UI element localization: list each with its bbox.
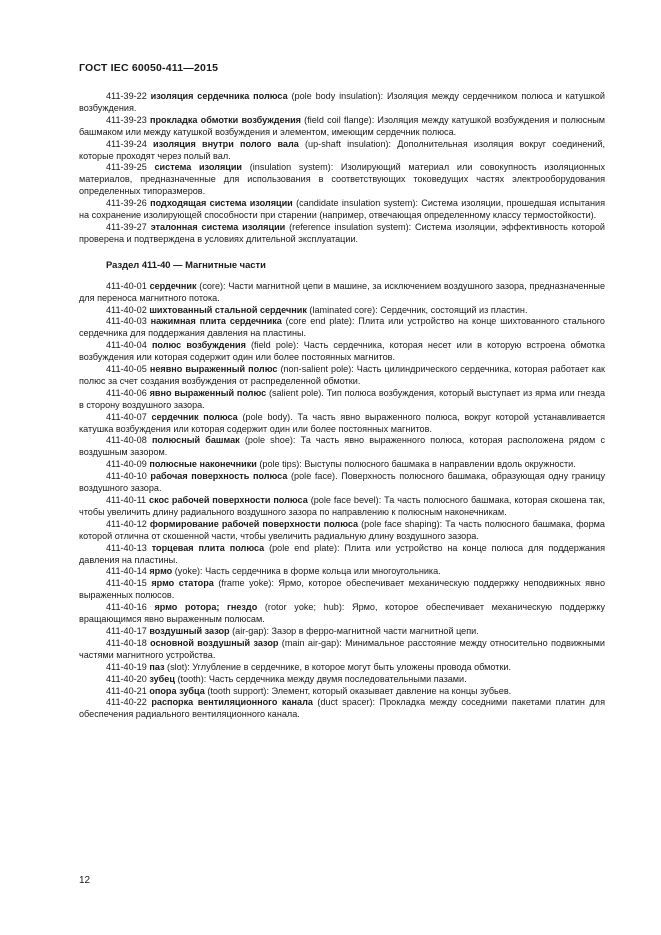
entry-definition: (salient pole). Тип полюса возбуждения, который выступает из ярма или гнезда в сторону воздушного зазора.	[79, 387, 605, 410]
entry-term: опора зубца	[149, 685, 205, 696]
entry-number: 411-39-26	[106, 198, 147, 209]
entry-term: распорка вентиляционного канала	[151, 697, 313, 708]
entry-definition: (field coil flange): Изоляция между катушкой возбуждения и полюсным башмаком или между катушкой возбуждения и элементом, имеющим сердечник полюса.	[79, 114, 606, 137]
entry-number: 411-40-12	[106, 518, 147, 529]
entry-term: подходящая система изоляции	[150, 198, 293, 209]
definition-entry	[79, 388, 605, 412]
entry-definition: (candidate insulation system): Система изоляции, прошедшая испытания на сохранение изолирующей способности при старении (например, отвечающая определенному классу термостойкости).	[79, 198, 605, 221]
entry-definition: (pole body insulation): Изоляция между сердечником полюса и катушкой возбуждения.	[79, 91, 605, 113]
definition-entry	[79, 626, 605, 638]
definition-entry	[79, 686, 605, 698]
entry-term: основной воздушный зазор	[150, 637, 279, 648]
definition-entry	[79, 674, 605, 686]
page-number: 12	[79, 875, 91, 886]
entry-number: 411-40-08	[106, 435, 147, 446]
entry-term: сердечник полюса	[151, 411, 238, 422]
entry-definition: (reference insulation system): Система изоляции, эффективность которой проверена и подтверждена в условиях длительной эксплуатации.	[79, 221, 606, 244]
entries-group-39	[79, 91, 605, 246]
entry-term: ярмо статора	[151, 578, 214, 589]
entry-term: изоляция сердечника полюса	[150, 91, 288, 101]
definition-entry	[79, 602, 605, 626]
entry-number: 411-40-17	[106, 625, 150, 636]
definition-entry	[79, 316, 605, 340]
entry-definition: (air-gap): Зазор в ферро-магнитной части магнитной цепи.	[229, 625, 479, 636]
definition-entry	[79, 222, 605, 246]
entry-number: 411-39-24	[106, 138, 147, 149]
definition-entry	[79, 697, 605, 721]
entry-number: 411-40-01	[106, 280, 147, 291]
entry-term: воздушный зазор	[149, 625, 230, 636]
entry-term: ярмо ротора; гнездо	[154, 602, 258, 613]
entry-definition: (tooth support): Элемент, который оказывает давление на концы зубьев.	[204, 685, 512, 696]
entry-term: прокладка обмотки возбуждения	[150, 114, 301, 125]
entry-number: 411-40-06	[106, 387, 147, 398]
definition-entry	[79, 91, 605, 115]
entry-definition: (pole face shaping): Та часть полюсного башмака, форма которой отлична от скошенной части, чтобы увеличить радиальную длину воздушного зазора.	[79, 518, 605, 541]
entry-number: 411-40-10	[106, 471, 147, 482]
definition-entry	[79, 198, 605, 222]
definition-entry	[79, 435, 605, 459]
entry-definition: (rotor yoke; hub): Ярмо, которое обеспечивает механическую поддержку вращающимся явно выраженным полюсам.	[79, 602, 605, 625]
entry-definition: (pole tips): Выступы полюсного башмака в направлении вдоль окружности.	[256, 459, 576, 470]
entry-definition: (pole face bevel): Та часть полюсного башмака, которая скошена так, чтобы увеличить длину радиального воздушного зазора по направлению к полюсным наконечникам.	[79, 495, 605, 517]
entry-definition: (main air-gap): Минимальное расстояние между относительно подвижными частями магнитного устройства.	[79, 637, 606, 660]
definition-entry	[79, 495, 605, 519]
entry-definition: (pole shoe): Та часть явно выраженного полюса, которая расположена рядом с воздушным зазором.	[79, 435, 605, 458]
entry-number: 411-39-22	[106, 91, 147, 101]
entry-number: 411-40-21	[106, 685, 147, 696]
definition-entry	[79, 543, 605, 567]
entry-term: неявно выраженный полюс	[149, 364, 278, 375]
entry-number: 411-40-05	[106, 364, 147, 375]
entry-term: ярмо	[149, 566, 173, 577]
entry-number: 411-40-22	[106, 697, 147, 708]
entry-term: явно выраженный полюс	[149, 387, 267, 398]
entry-definition: (up-shaft insulation): Дополнительная изоляция вокруг соединений, которые проходят через полый вал.	[79, 138, 605, 161]
entry-term: полюсный башмак	[151, 435, 240, 446]
definition-entry	[79, 519, 605, 543]
definition-entry	[79, 638, 605, 662]
entry-definition: (pole face). Поверхность полюсного башмака, образующая одну границу воздушного зазора.	[79, 471, 606, 494]
entry-definition: (non-salient pole): Часть цилиндрического сердечника, которая работает как полюс за счет создания возбуждения от распределенной обмотки.	[79, 364, 606, 386]
entry-number: 411-40-04	[106, 340, 147, 351]
definition-entry	[79, 566, 605, 578]
entry-term: скос рабочей поверхности полюса	[149, 495, 308, 505]
entry-number: 411-39-23	[106, 114, 147, 125]
definition-entry	[79, 578, 605, 602]
definition-entry	[79, 662, 605, 674]
entries-group-40	[79, 281, 605, 722]
entry-term: паз	[149, 661, 165, 672]
entry-definition: (pole body). Та часть явно выраженного полюса, вокруг которой устанавливается катушка возбуждения или которая содержит один или более постоянных магнитов.	[79, 411, 605, 434]
entry-number: 411-40-13	[106, 542, 147, 553]
entry-term: полюсные наконечники	[149, 459, 257, 470]
entry-term: зубец	[149, 673, 175, 684]
entry-term: полюс возбуждения	[151, 340, 246, 351]
entry-definition: (tooth): Часть сердечника между двумя последовательными пазами.	[174, 673, 467, 684]
entry-definition: (duct spacer): Прокладка между соседними пакетами платин для обеспечения радиального вентиляционного канала.	[79, 697, 605, 720]
entry-term: рабочая поверхность полюса	[150, 471, 288, 482]
entry-term: система изоляции	[154, 162, 243, 173]
entry-term: нажимная плита сердечника	[150, 316, 282, 327]
entry-term: эталонная система изоляции	[150, 221, 286, 232]
entry-term: сердечник	[149, 280, 197, 291]
entry-number: 411-40-18	[106, 637, 147, 648]
definition-entry	[79, 139, 605, 163]
entry-number: 411-40-03	[106, 316, 147, 327]
definition-entry	[79, 364, 605, 388]
definition-entry	[79, 340, 605, 364]
entry-definition: (laminated core): Сердечник, состоящий из пластин.	[306, 304, 528, 315]
entry-number: 411-39-27	[106, 221, 147, 232]
entry-number: 411-40-16	[106, 602, 147, 613]
entry-number: 411-40-14	[106, 566, 147, 577]
entry-definition: (core end plate): Плита или устройство на конце шихтованного стального сердечника для поддержания давления на пластины.	[79, 316, 605, 339]
definition-entry	[79, 281, 605, 305]
definition-entry	[79, 412, 605, 436]
entry-definition: (yoke): Часть сердечника в форме кольца или многоугольника.	[172, 566, 441, 577]
entry-definition: (frame yoke): Ярмо, которое обеспечивает механическую поддержку неподвижных явно выраженных полюсов.	[79, 578, 606, 601]
entry-number: 411-40-19	[106, 661, 147, 672]
entry-definition: (insulation system): Изолирующий материал или совокупность изоляционных материалов, предназначенные для использования в соответствующих токоведущих частях электрооборудования определенных типоразмеров.	[79, 162, 606, 197]
entry-number: 411-40-02	[106, 304, 147, 315]
entry-definition: (slot): Углубление в сердечнике, в которое могут быть уложены провода обмотки.	[164, 661, 512, 672]
entry-number: 411-40-20	[106, 673, 147, 684]
definition-entry	[79, 459, 605, 471]
document-body	[79, 91, 605, 721]
definition-entry	[79, 115, 605, 139]
entry-term: шихтованный стальной сердечник	[149, 304, 307, 315]
entry-number: 411-40-15	[106, 578, 147, 589]
entry-number: 411-40-09	[106, 459, 147, 470]
document-header: ГОСТ IEC 60050-411—2015	[79, 62, 219, 74]
entry-definition: (pole end plate): Плита или устройство на конце полюса для поддержания давления на пластины.	[79, 542, 606, 565]
entry-number: 411-40-07	[106, 411, 147, 422]
entry-number: 411-39-25	[106, 162, 147, 173]
entry-number: 411-40-11	[106, 495, 147, 505]
section-title: Раздел 411-40 — Магнитные части	[106, 258, 266, 270]
definition-entry	[79, 305, 605, 317]
definition-entry	[79, 162, 605, 198]
entry-definition: (field pole): Часть сердечника, которая несет или в которую встроена обмотка возбуждения или которая содержит один или более постоянных магнитов.	[79, 340, 606, 363]
entry-term: изоляция внутри полого вала	[153, 138, 299, 149]
definition-entry	[79, 471, 605, 495]
entry-definition: (core): Части магнитной цепи в машине, за исключением воздушного зазора, предназначенные для переноса магнитного потока.	[79, 280, 606, 303]
entry-term: торцевая плита полюса	[151, 542, 265, 553]
entry-term: формирование рабочей поверхности полюса	[149, 518, 359, 529]
